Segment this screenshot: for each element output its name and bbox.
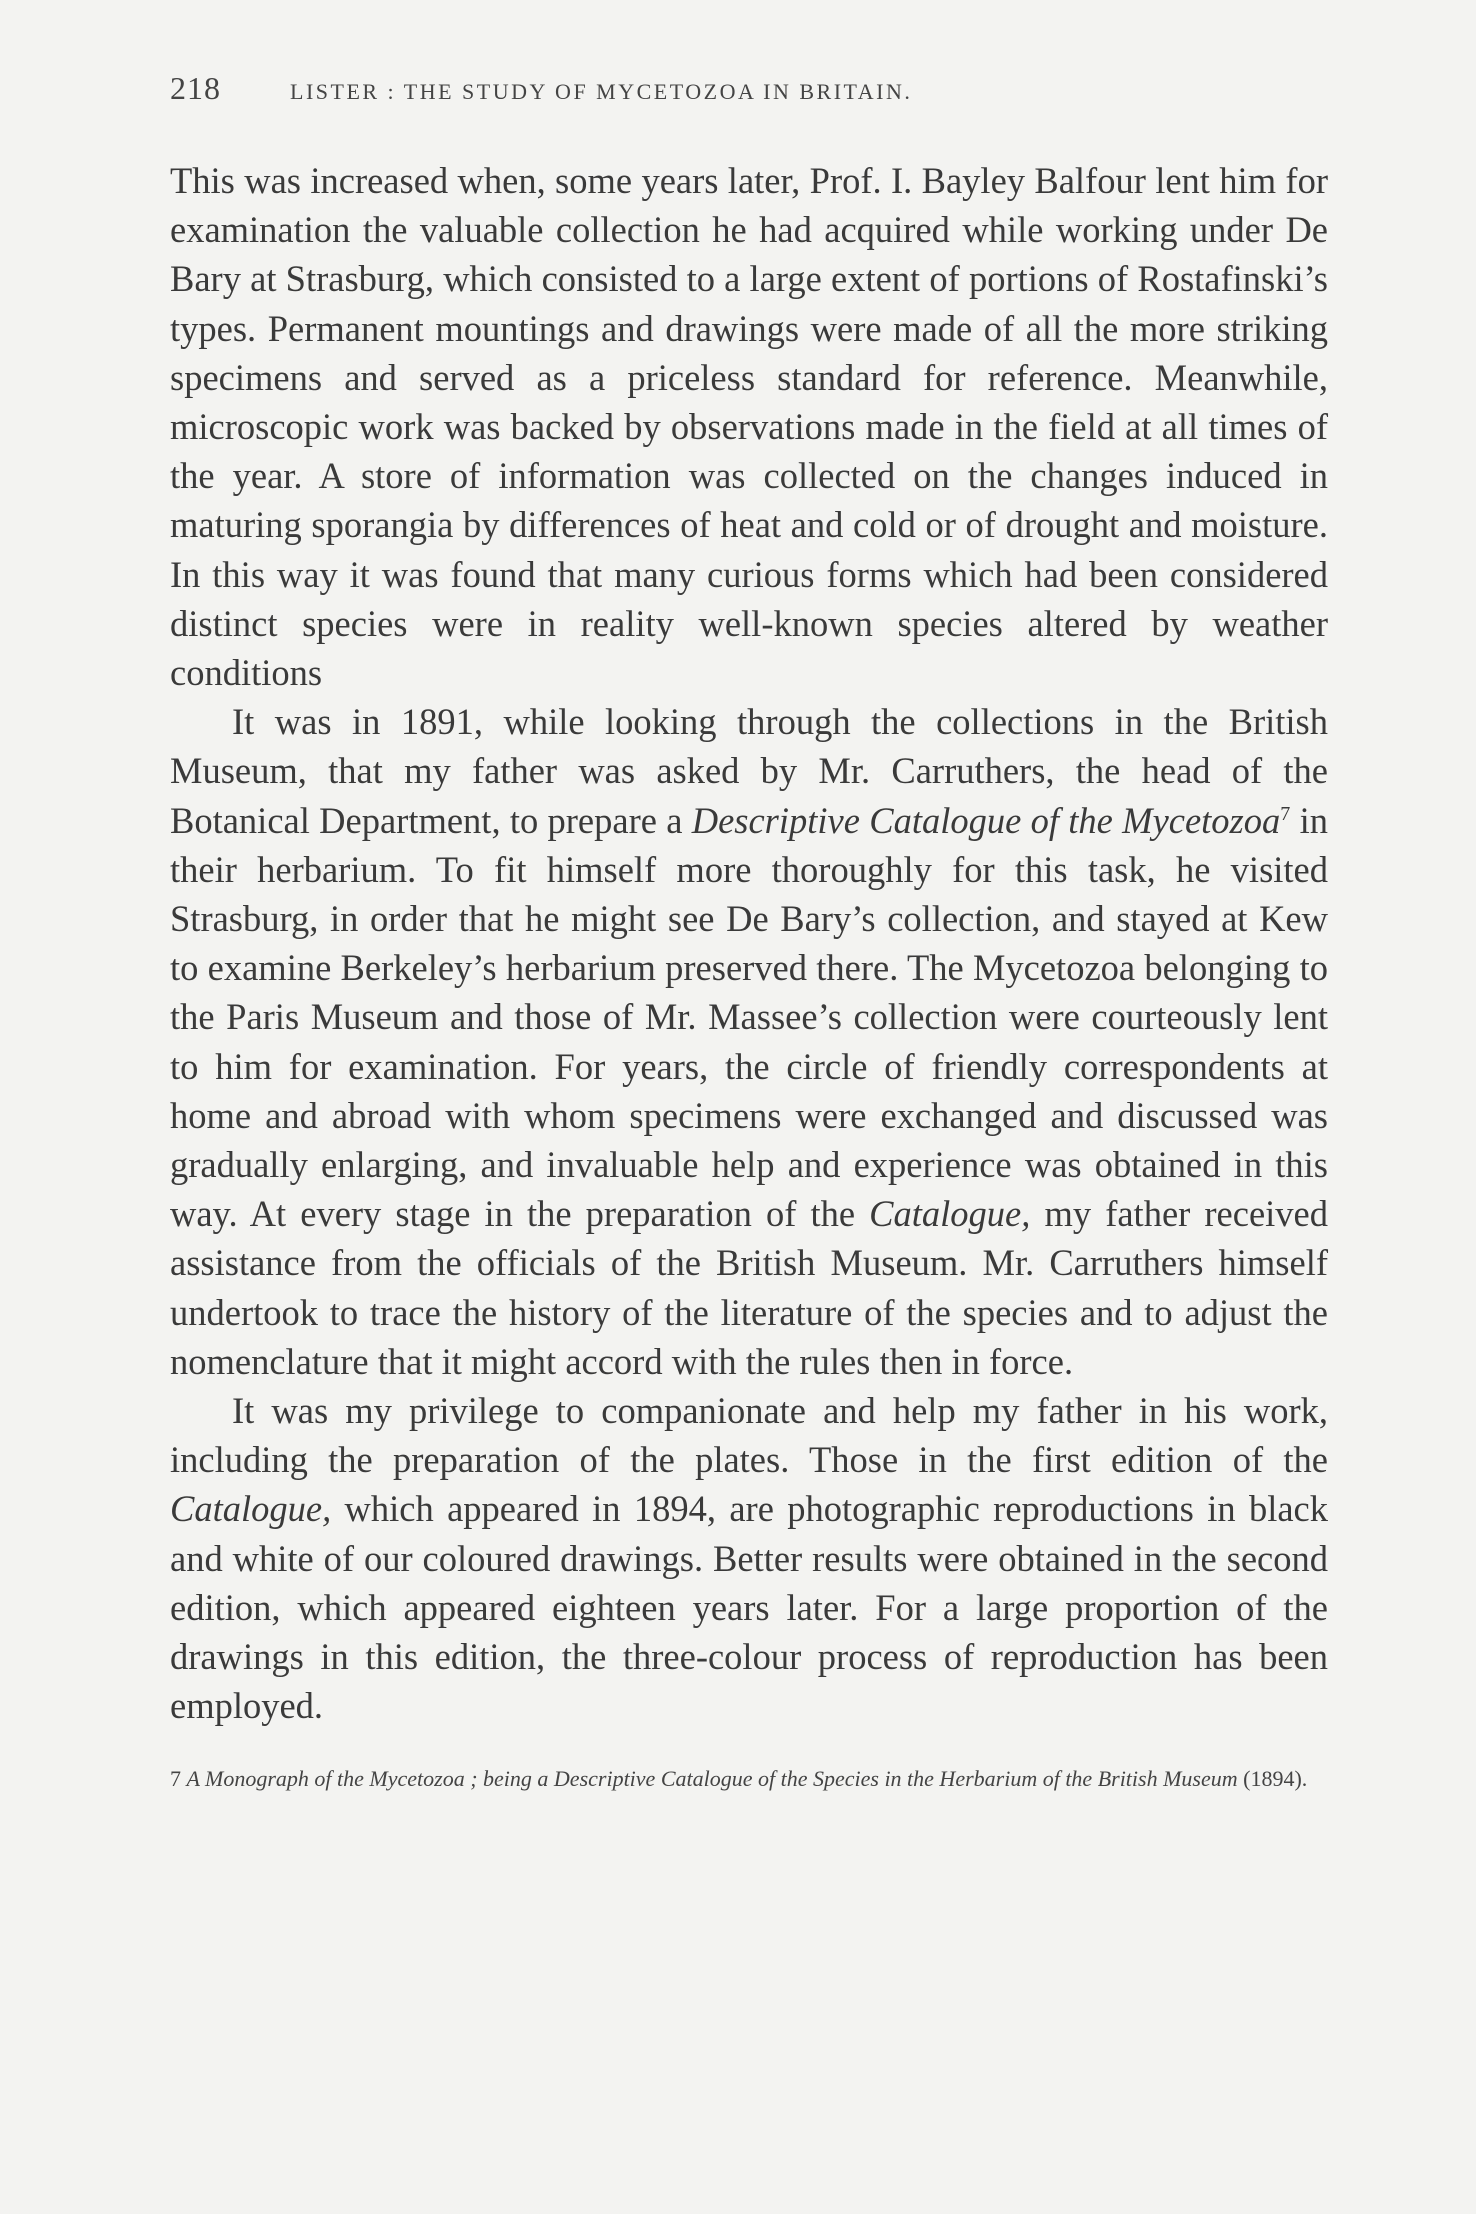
paragraph xyxy=(170,1386,1328,1730)
text-run: It was in 1891, while looking through the collections in the British Museum, that my father was asked by Mr. Carruthers, the head of the Botanical Department, to prepare a xyxy=(170,701,1328,841)
italic-text: Catalogue, xyxy=(869,1193,1031,1235)
text-run: my father received assistance from the officials of the British Museum. Mr. Carruthers himself undertook to trace the history of the literature of the species and to adjust the nomenclature that it might accord with the rules then in force. xyxy=(170,1193,1328,1382)
footnote-number: 7 xyxy=(170,1765,181,1791)
footnote-ref: 7 xyxy=(1280,802,1291,825)
text-run: in their herbarium. To fit himself more thoroughly for this task, he visited Strasburg, in order that he might see De Bary’s collection, and stayed at Kew to examine Berkeley’s herbarium preserved there. The Mycetozoa belonging to the Paris Museum and those of Mr. Massee’s collection were courteously lent to him for examination. For years, the circle of friendly correspondents at home and abroad with whom specimens were exchanged and discussed was gradually enlarging, and invaluable help and experience was obtained in this way. At every stage in the preparation of the xyxy=(170,799,1328,1235)
paragraph xyxy=(170,156,1328,697)
body-text xyxy=(170,156,1328,1731)
paragraph xyxy=(170,697,1328,1386)
page-header xyxy=(170,70,1328,114)
italic-text: Descriptive Catalogue of the Mycetozoa xyxy=(691,799,1281,841)
footnote-title: A Monograph of the Mycetozoa ; being a Descriptive Catalogue of the Species in the Herbarium of the British Museum xyxy=(186,1765,1238,1791)
running-head: LISTER : THE STUDY OF MYCETOZOA IN BRITAIN. xyxy=(290,79,913,104)
document-page xyxy=(170,70,1328,1793)
footnote-year: (1894). xyxy=(1243,1765,1308,1791)
footnote xyxy=(170,1765,1328,1793)
text-run: It was my privilege to companionate and help my father in his work, including the preparation of the plates. Those in the first edition of the xyxy=(170,1390,1328,1481)
text-run: which appeared in 1894, are photographic reproductions in black and white of our coloured drawings. Better results were obtained in the second edition, which appeared eighteen years later. For a large proportion of the drawings in this edition, the three-colour process of reproduction has been employed. xyxy=(170,1488,1328,1727)
italic-text: Catalogue, xyxy=(170,1488,332,1530)
page-number: 218 xyxy=(170,70,221,106)
text-run: This was increased when, some years later, Prof. I. Bayley Balfour lent him for examination the valuable collection he had acquired while working under De Bary at Strasburg, which consisted to a large extent of portions of Rostafinski’s types. Permanent mountings and drawings were made of all the more striking specimens and served as a priceless standard for reference. Meanwhile, microscopic work was backed by observations made in the field at all times of the year. A store of information was collected on the changes induced in maturing sporangia by differences of heat and cold or of drought and moisture. In this way it was found that many curious forms which had been considered distinct species were in reality well-known species altered by weather conditions xyxy=(170,160,1328,694)
